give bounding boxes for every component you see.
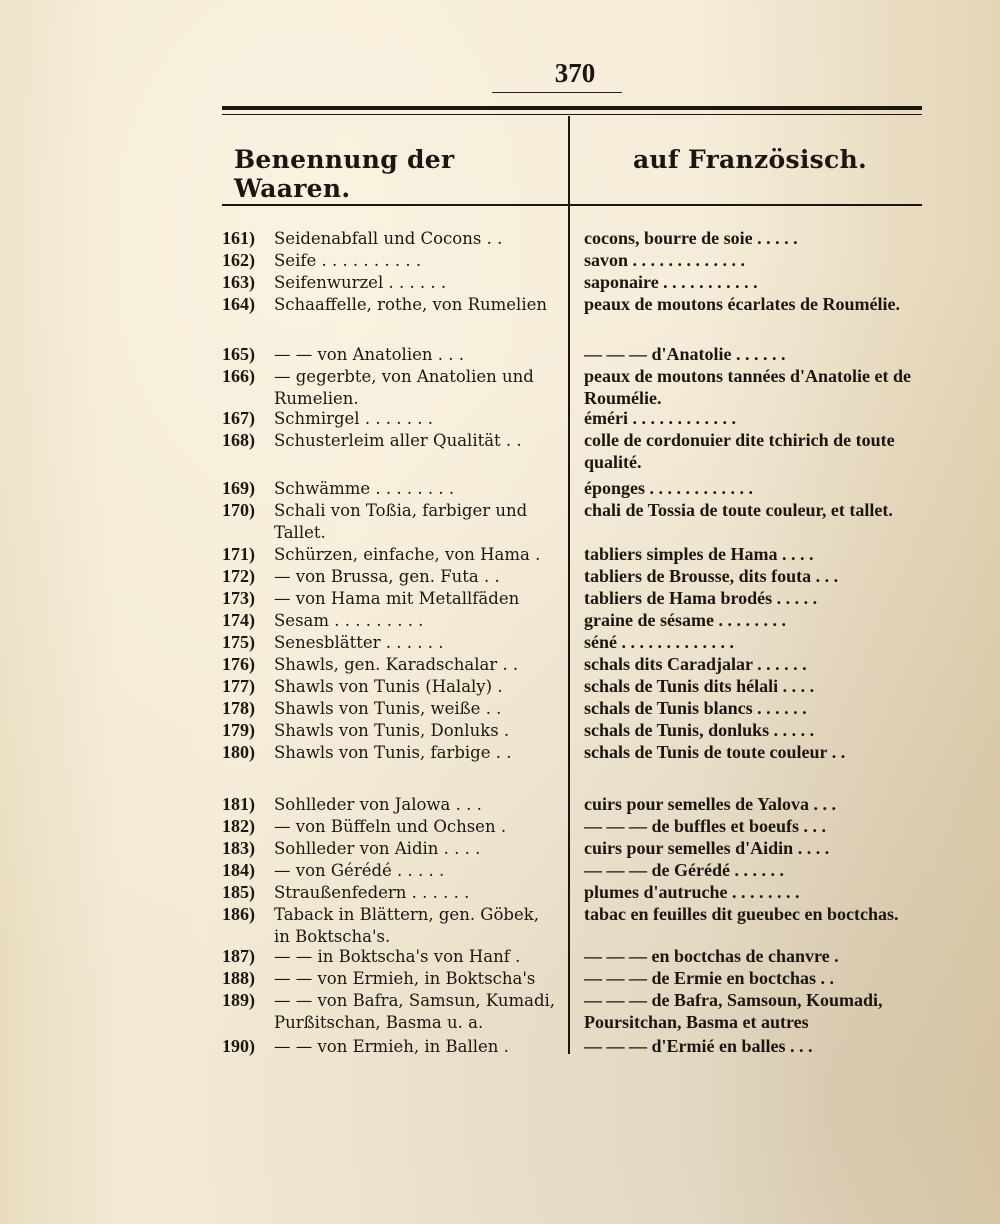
column-header-german: Benennung der Waaren. [234, 145, 455, 203]
entry-number: 183) [222, 838, 255, 858]
entry-french: peaux de moutons tannées d'Anatolie et de Roumélie. [584, 366, 912, 408]
entry-number: 178) [222, 698, 255, 718]
entry-german: Schwämme . . . . . . . . [274, 479, 455, 498]
entry-german: Shawls von Tunis, weiße . . [274, 699, 502, 718]
entry-german: — von Brussa, gen. Futa . . [274, 567, 500, 586]
entry-number: 173) [222, 588, 255, 608]
entry-french: schals de Tunis, donluks . . . . . [584, 720, 815, 740]
entry-number: 185) [222, 882, 255, 902]
column-divider [568, 116, 570, 1054]
entry-german: Sesam . . . . . . . . . [274, 611, 424, 630]
entry-number: 163) [222, 272, 255, 292]
entry-number: 177) [222, 676, 255, 696]
entry-french: colle de cordonuier dite tchirich de toute qualité. [584, 430, 895, 472]
entry-german: — von Hama mit Metallfäden [274, 589, 520, 608]
page-number-underline [492, 92, 622, 93]
entry-french: — — — de buffles et boeufs . . . [584, 816, 826, 836]
entry-german: — gegerbte, von Anatolien und Rumelien. [274, 367, 534, 408]
entry-german: — — von Anatolien . . . [274, 345, 464, 364]
entry-german: Seife . . . . . . . . . . [274, 251, 422, 270]
entry-number: 164) [222, 294, 255, 314]
entry-french: séné . . . . . . . . . . . . . [584, 632, 734, 652]
entry-german: — — von Bafra, Samsun, Kumadi, Purßitschan, Basma u. a. [274, 991, 556, 1032]
entry-number: 181) [222, 794, 255, 814]
entry-french: tabac en feuilles dit gueubec en boctchas. [584, 904, 899, 924]
entry-german: Straußenfedern . . . . . . [274, 883, 470, 902]
entry-french: schals de Tunis dits hélali . . . . [584, 676, 815, 696]
entry-german: Shawls von Tunis, farbige . . [274, 743, 512, 762]
entry-german: Senesblätter . . . . . . [274, 633, 444, 652]
entry-french: tabliers de Brousse, dits fouta . . . [584, 566, 839, 586]
entry-german: Seifenwurzel . . . . . . [274, 273, 447, 292]
entry-german: Schmirgel . . . . . . . [274, 409, 434, 428]
entry-german: — — von Ermieh, in Boktscha's [274, 969, 536, 988]
entry-number: 162) [222, 250, 255, 270]
entry-number: 165) [222, 344, 255, 364]
entry-number: 174) [222, 610, 255, 630]
entry-number: 168) [222, 430, 255, 450]
entry-french: graine de sésame . . . . . . . . [584, 610, 786, 630]
entry-german: Shawls von Tunis (Halaly) . [274, 677, 503, 696]
entry-number: 170) [222, 500, 255, 520]
header-bottom-rule [222, 204, 922, 206]
entry-french: éponges . . . . . . . . . . . . [584, 478, 754, 498]
entry-french: savon . . . . . . . . . . . . . [584, 250, 746, 270]
entry-german: Shawls von Tunis, Donluks . [274, 721, 510, 740]
entry-number: 182) [222, 816, 255, 836]
entry-number: 189) [222, 990, 255, 1010]
entry-german: — von Büffeln und Ochsen . [274, 817, 507, 836]
entry-french: plumes d'autruche . . . . . . . . [584, 882, 800, 902]
header-rule-thin [222, 114, 922, 115]
entry-number: 190) [222, 1036, 255, 1056]
entry-german: Taback in Blättern, gen. Göbek, in Boktscha's. [274, 905, 539, 946]
entry-german: Shawls, gen. Karadschalar . . [274, 655, 519, 674]
entry-number: 184) [222, 860, 255, 880]
entry-french: — — — de Ermie en boctchas . . [584, 968, 834, 988]
entry-french: chali de Tossia de toute couleur, et tallet. [584, 500, 893, 520]
entry-number: 175) [222, 632, 255, 652]
entry-number: 167) [222, 408, 255, 428]
entry-german: — von Gérédé . . . . . [274, 861, 445, 880]
entry-french: cuirs pour semelles de Yalova . . . [584, 794, 836, 814]
entry-french: — — — en boctchas de chanvre . [584, 946, 839, 966]
entry-number: 176) [222, 654, 255, 674]
entry-french: — — — d'Ermié en balles . . . [584, 1036, 813, 1056]
entry-german: Sohlleder von Aidin . . . . [274, 839, 481, 858]
entry-german: Schusterleim aller Qualität . . [274, 431, 522, 450]
entry-french: cocons, bourre de soie . . . . . [584, 228, 798, 248]
entry-german: — — von Ermieh, in Ballen . [274, 1037, 509, 1056]
entry-french: schals dits Caradjalar . . . . . . [584, 654, 807, 674]
entry-french: schals de Tunis blancs . . . . . . [584, 698, 807, 718]
entry-french: éméri . . . . . . . . . . . . [584, 408, 736, 428]
entry-french: — — — de Bafra, Samsoun, Koumadi, Poursitchan, Basma et autres [584, 990, 883, 1032]
entry-german: Schaaffelle, rothe, von Rumelien [274, 295, 548, 314]
entry-number: 180) [222, 742, 255, 762]
entry-number: 166) [222, 366, 255, 386]
entry-french: tabliers de Hama brodés . . . . . [584, 588, 818, 608]
entry-number: 188) [222, 968, 255, 988]
page-number: 370 [554, 58, 596, 88]
entry-french: peaux de moutons écarlates de Roumélie. [584, 294, 900, 314]
entry-number: 187) [222, 946, 255, 966]
entry-german: Schürzen, einfache, von Hama . [274, 545, 541, 564]
entry-german: — — in Boktscha's von Hanf . [274, 947, 521, 966]
entry-french: cuirs pour semelles d'Aidin . . . . [584, 838, 830, 858]
entry-french: — — — de Gérédé . . . . . . [584, 860, 784, 880]
entry-french: — — — d'Anatolie . . . . . . [584, 344, 786, 364]
entry-french: saponaire . . . . . . . . . . . [584, 272, 758, 292]
entry-german: Seidenabfall und Cocons . . [274, 229, 503, 248]
entry-number: 161) [222, 228, 255, 248]
header-rule-thick [222, 106, 922, 110]
entry-french: tabliers simples de Hama . . . . [584, 544, 814, 564]
entry-number: 172) [222, 566, 255, 586]
entry-german: Sohlleder von Jalowa . . . [274, 795, 482, 814]
column-header-french: auf Französisch. [632, 145, 868, 174]
entry-number: 171) [222, 544, 255, 564]
entry-number: 169) [222, 478, 255, 498]
entry-number: 179) [222, 720, 255, 740]
entry-french: schals de Tunis de toute couleur . . [584, 742, 846, 762]
entry-number: 186) [222, 904, 255, 924]
entry-german: Schali von Toßia, farbiger und Tallet. [274, 501, 528, 542]
